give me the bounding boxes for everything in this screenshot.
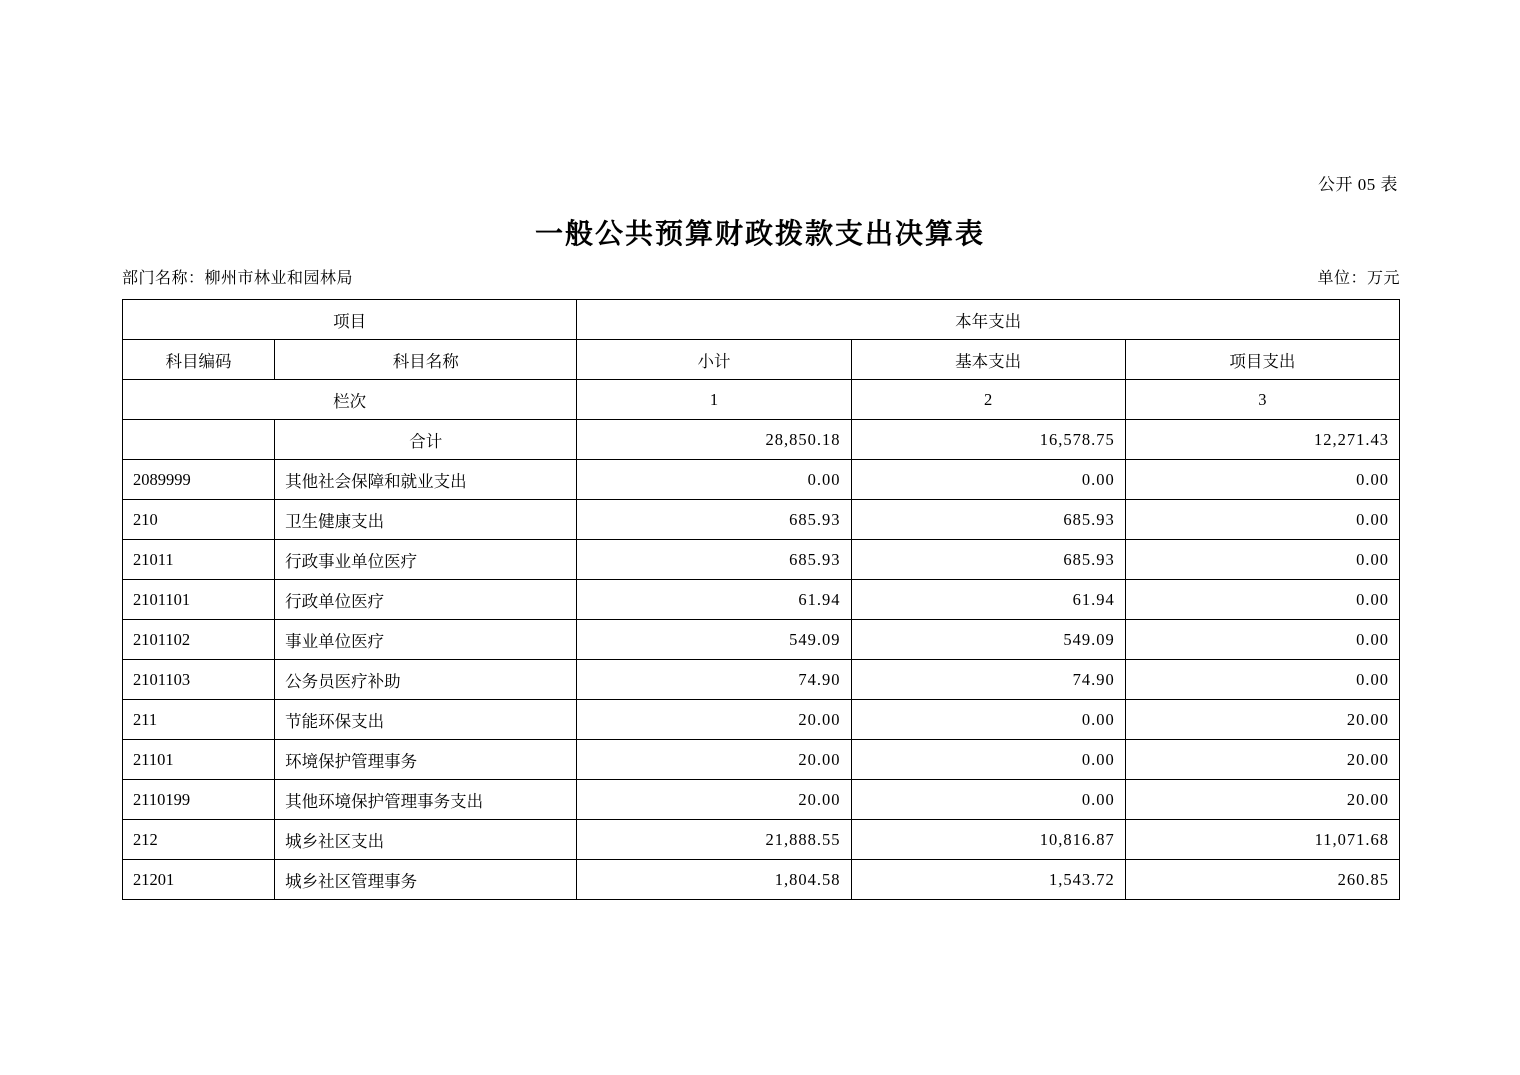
row-basic: 74.90 <box>851 660 1125 700</box>
row-basic: 549.09 <box>851 620 1125 660</box>
row-basic: 10,816.87 <box>851 820 1125 860</box>
row-subtotal: 0.00 <box>577 460 851 500</box>
table-row <box>123 780 1400 820</box>
row-basic: 685.93 <box>851 500 1125 540</box>
row-code: 21201 <box>123 860 275 900</box>
row-name: 其他社会保障和就业支出 <box>275 460 577 500</box>
row-code: 21101 <box>123 740 275 780</box>
header-current-year-group: 本年支出 <box>577 300 1400 340</box>
row-code: 210 <box>123 500 275 540</box>
header-name: 科目名称 <box>275 340 577 380</box>
row-project: 20.00 <box>1125 740 1399 780</box>
row-name: 公务员医疗补助 <box>275 660 577 700</box>
row-subtotal: 685.93 <box>577 540 851 580</box>
row-code: 2101102 <box>123 620 275 660</box>
row-code: 2110199 <box>123 780 275 820</box>
department-label: 部门名称：柳州市林业和园林局 <box>122 270 354 287</box>
column-index-1: 1 <box>577 380 851 420</box>
table-row <box>123 660 1400 700</box>
row-name: 城乡社区管理事务 <box>275 860 577 900</box>
row-basic: 0.00 <box>851 460 1125 500</box>
row-code: 2101101 <box>123 580 275 620</box>
table-row <box>123 580 1400 620</box>
row-project: 20.00 <box>1125 700 1399 740</box>
row-name: 城乡社区支出 <box>275 820 577 860</box>
row-subtotal: 20.00 <box>577 740 851 780</box>
unit-label: 单位：万元 <box>1317 270 1400 287</box>
table-row <box>123 540 1400 580</box>
page-title: 一般公共预算财政拨款支出决算表 <box>534 219 985 250</box>
row-code: 21011 <box>123 540 275 580</box>
table-header-group-row <box>123 300 1400 340</box>
header-subtotal: 小计 <box>577 340 851 380</box>
row-name: 环境保护管理事务 <box>275 740 577 780</box>
table-column-index-row <box>123 380 1400 420</box>
column-index-3: 3 <box>1125 380 1399 420</box>
row-basic: 685.93 <box>851 540 1125 580</box>
row-subtotal: 1,804.58 <box>577 860 851 900</box>
budget-table <box>122 299 1400 900</box>
table-row <box>123 500 1400 540</box>
table-row <box>123 820 1400 860</box>
table-total-row <box>123 420 1400 460</box>
row-subtotal: 74.90 <box>577 660 851 700</box>
row-subtotal: 685.93 <box>577 500 851 540</box>
row-project: 0.00 <box>1125 660 1399 700</box>
total-project: 12,271.43 <box>1125 420 1399 460</box>
meta-row <box>122 265 1400 288</box>
header-basic: 基本支出 <box>851 340 1125 380</box>
row-name: 卫生健康支出 <box>275 500 577 540</box>
header-project: 项目支出 <box>1125 340 1399 380</box>
row-project: 0.00 <box>1125 580 1399 620</box>
total-code-cell <box>123 420 275 460</box>
row-name: 事业单位医疗 <box>275 620 577 660</box>
table-row <box>123 860 1400 900</box>
row-subtotal: 20.00 <box>577 700 851 740</box>
row-code: 211 <box>123 700 275 740</box>
row-project: 0.00 <box>1125 460 1399 500</box>
row-project: 0.00 <box>1125 620 1399 660</box>
table-row <box>123 460 1400 500</box>
column-index-2: 2 <box>851 380 1125 420</box>
row-basic: 1,543.72 <box>851 860 1125 900</box>
table-header-row <box>123 340 1400 380</box>
header-project-group: 项目 <box>123 300 577 340</box>
row-basic: 0.00 <box>851 740 1125 780</box>
row-project: 0.00 <box>1125 540 1399 580</box>
table-row <box>123 700 1400 740</box>
row-name: 节能环保支出 <box>275 700 577 740</box>
total-label: 合计 <box>275 420 577 460</box>
row-subtotal: 61.94 <box>577 580 851 620</box>
row-code: 212 <box>123 820 275 860</box>
total-subtotal: 28,850.18 <box>577 420 851 460</box>
row-basic: 61.94 <box>851 580 1125 620</box>
row-code: 2101103 <box>123 660 275 700</box>
total-basic: 16,578.75 <box>851 420 1125 460</box>
table-row <box>123 620 1400 660</box>
row-project: 0.00 <box>1125 500 1399 540</box>
row-project: 20.00 <box>1125 780 1399 820</box>
row-name: 行政单位医疗 <box>275 580 577 620</box>
header-code: 科目编码 <box>123 340 275 380</box>
row-project: 11,071.68 <box>1125 820 1399 860</box>
row-project: 260.85 <box>1125 860 1399 900</box>
row-basic: 0.00 <box>851 700 1125 740</box>
row-subtotal: 21,888.55 <box>577 820 851 860</box>
row-name: 其他环境保护管理事务支出 <box>275 780 577 820</box>
row-basic: 0.00 <box>851 780 1125 820</box>
row-name: 行政事业单位医疗 <box>275 540 577 580</box>
form-code-label: 公开 05 表 <box>1318 175 1398 194</box>
table-row <box>123 740 1400 780</box>
row-subtotal: 549.09 <box>577 620 851 660</box>
row-subtotal: 20.00 <box>577 780 851 820</box>
row-code: 2089999 <box>123 460 275 500</box>
column-index-label: 栏次 <box>123 380 577 420</box>
